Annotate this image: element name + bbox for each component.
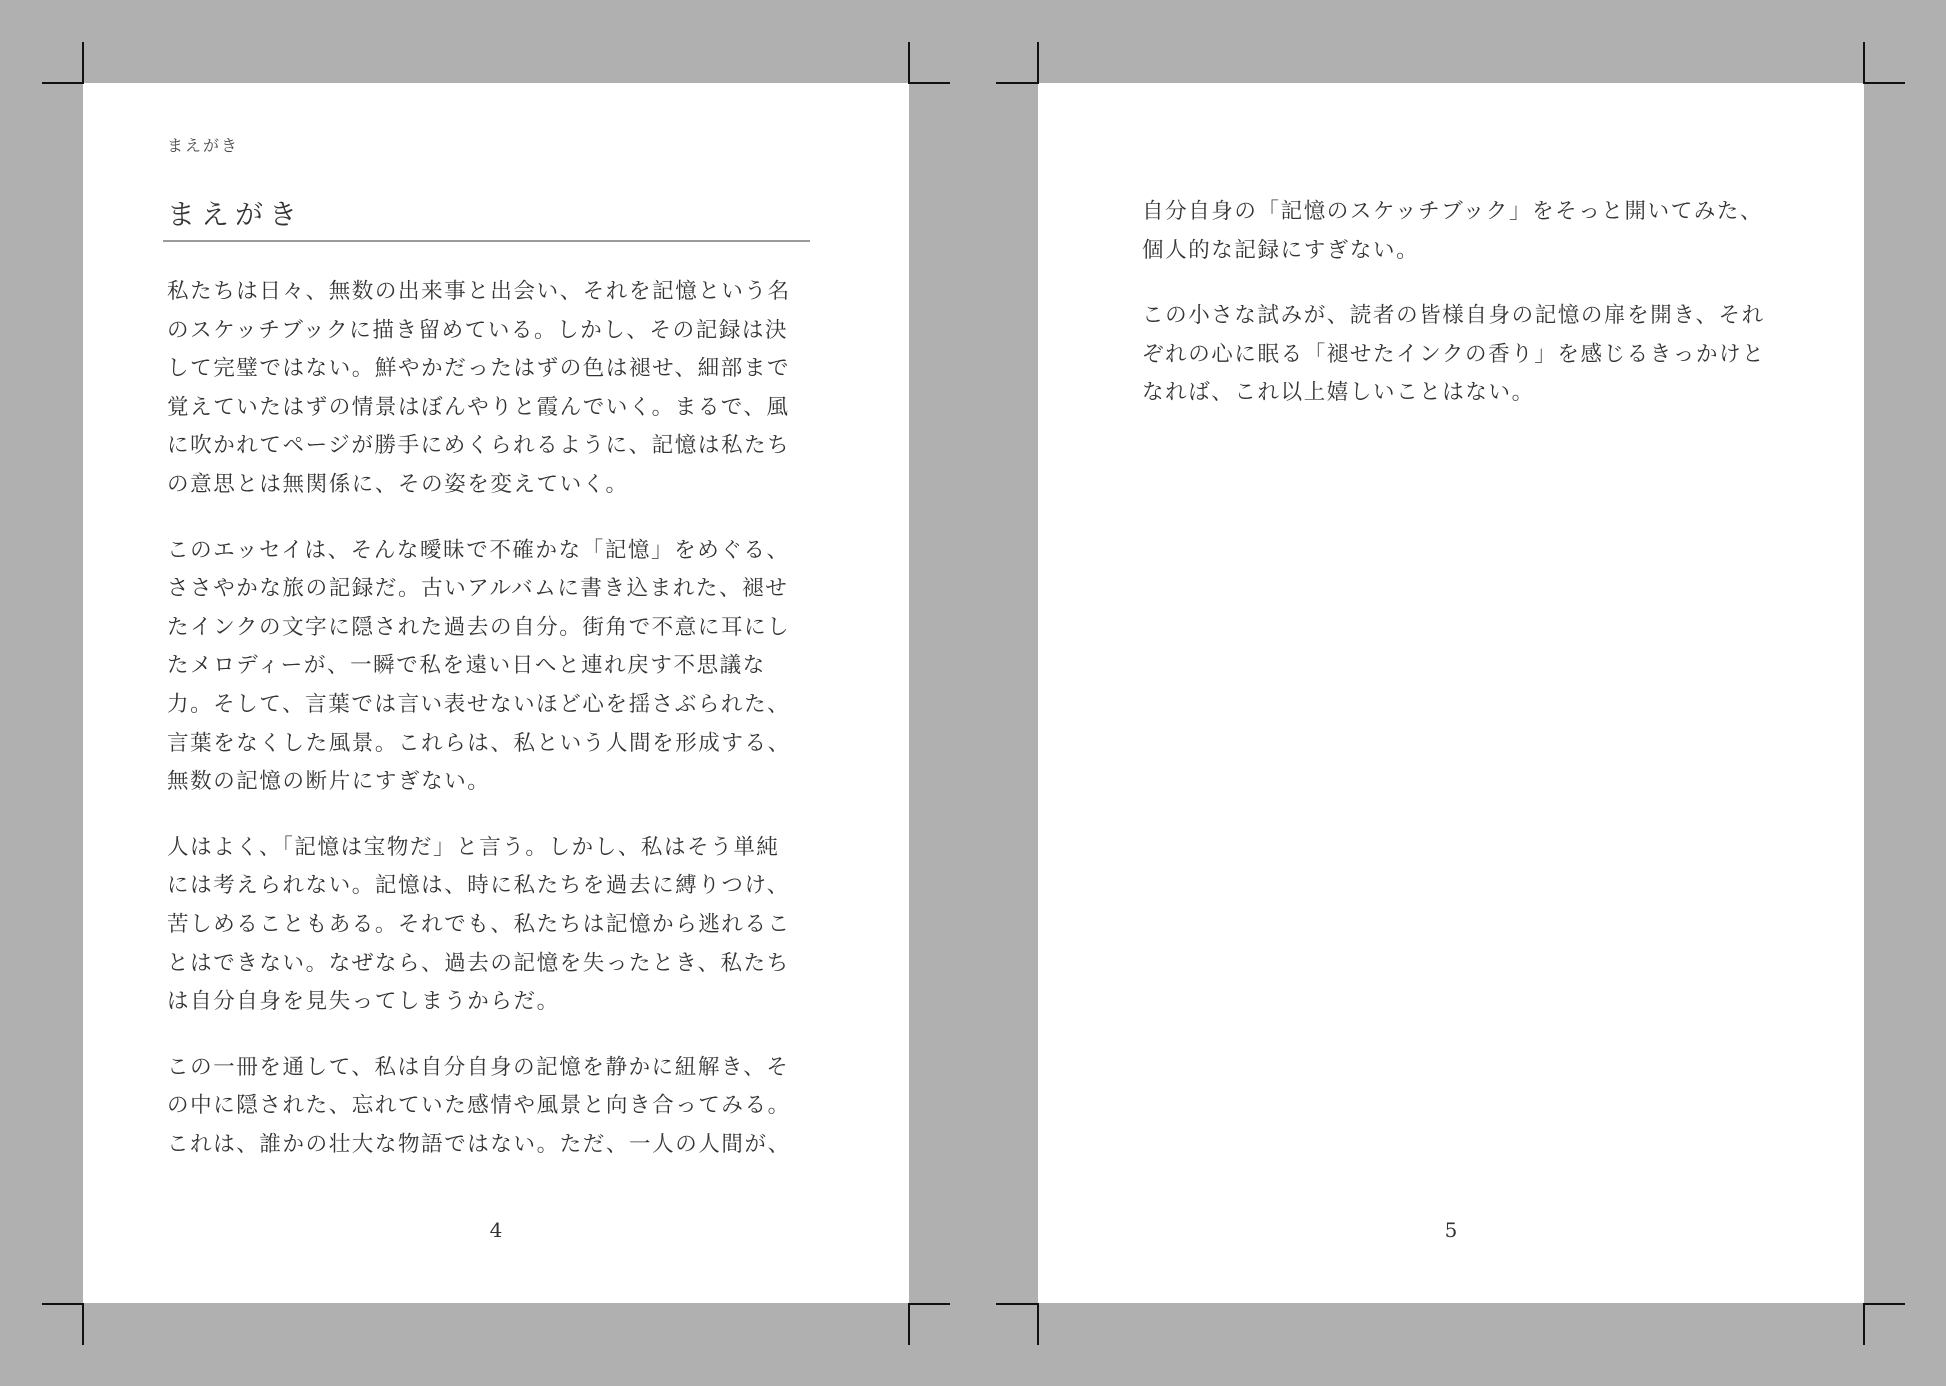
paragraph: この一冊を通して、私は自分自身の記憶を静かに紐解き、そ の中に隠された、忘れていた感情や風景と向き合ってみる。 これは、誰かの壮大な物語ではない。ただ、一人の人間が、	[167, 1054, 791, 1157]
paragraph: この小さな試みが、読者の皆様自身の記憶の扉を開き、それ ぞれの心に眠る「褪せたインクの香り」を感じるきっかけと なれば、これ以上嬉しいことはない。	[1142, 303, 1766, 406]
paragraph: 自分自身の「記憶のスケッチブック」をそっと開いてみた、 個人的な記録にすぎない。	[1142, 199, 1764, 263]
title-rule	[163, 240, 810, 242]
crop-mark	[82, 1303, 84, 1345]
paragraph: 私たちは日々、無数の出来事と出会い、それを記憶という名 のスケッチブックに描き留めている。しかし、その記録は決 して完璧ではない。鮮やかだったはずの色は褪せ、細部まで 覚えていたはずの情景はぼんやりと霞んでいく。まるで、風 に吹かれてページが勝手にめくられるように、記憶は私たち の意思とは無関係に、その姿を変えていく。	[167, 279, 791, 497]
crop-mark	[908, 42, 910, 84]
crop-mark	[996, 82, 1038, 84]
page-4[interactable]	[83, 83, 909, 1303]
crop-mark	[908, 1303, 950, 1305]
chapter-title: まえがき	[167, 198, 304, 231]
crop-mark	[1863, 82, 1905, 84]
crop-mark	[1863, 1303, 1905, 1305]
body-text	[167, 273, 799, 1191]
crop-mark	[1037, 42, 1039, 84]
page-number: 4	[489, 1218, 503, 1242]
crop-mark	[908, 1303, 910, 1345]
crop-mark	[1863, 1303, 1865, 1345]
paragraph: このエッセイは、そんな曖昧で不確かな「記憶」をめぐる、 ささやかな旅の記録だ。古いアルバムに書き込まれた、褪せ たインクの文字に隠された過去の自分。街角で不意に耳にし たメロディーが、一瞬で私を遠い日へと連れ戻す不思議な 力。そして、言葉では言い表せないほど心を揺さぶられた、 言葉をなくした風景。これらは、私という人間を形成する、 無数の記憶の断片にすぎない。	[167, 537, 791, 795]
page-number: 5	[1444, 1218, 1458, 1242]
crop-mark	[1037, 1303, 1039, 1345]
body-text	[1142, 193, 1774, 440]
page-5[interactable]	[1038, 83, 1864, 1303]
crop-mark	[42, 1303, 84, 1305]
crop-mark	[82, 42, 84, 84]
crop-mark	[1863, 42, 1865, 84]
crop-mark	[908, 82, 950, 84]
running-head: まえがき	[167, 136, 240, 155]
crop-mark	[996, 1303, 1038, 1305]
crop-mark	[42, 82, 84, 84]
paragraph: 人はよく、「記憶は宝物だ」と言う。しかし、私はそう単純 には考えられない。記憶は、時に私たちを過去に縛りつけ、 苦しめることもある。それでも、私たちは記憶から逃れるこ とはできない。なぜなら、過去の記憶を失ったとき、私たち は自分自身を見失ってしまうからだ。	[167, 834, 791, 1015]
